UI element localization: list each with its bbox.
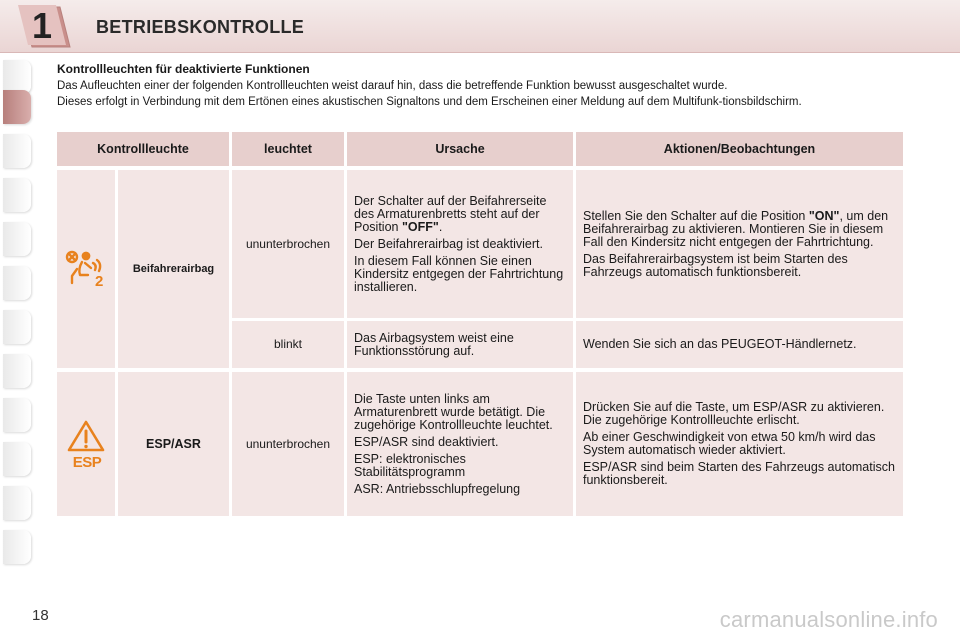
airbag-indicator-name: Beifahrerairbag <box>118 170 229 368</box>
section-title: Kontrollleuchten für deaktivierte Funktionen <box>57 62 310 76</box>
chapter-tab[interactable] <box>3 134 31 168</box>
chapter-tab[interactable] <box>3 442 31 476</box>
airbag-action-steady <box>576 170 903 318</box>
action-text: Ab einer Geschwindigkeit von etwa 50 km/h wird das System automatisch wieder aktiviert. <box>583 430 876 457</box>
watermark: carmanualsonline.info <box>719 607 938 632</box>
esp-action <box>576 372 903 516</box>
chapter-tab[interactable] <box>3 354 31 388</box>
chapter-tab[interactable] <box>3 310 31 344</box>
chapter-tab[interactable] <box>3 222 31 256</box>
chapter-tabs <box>0 60 34 580</box>
chapter-tab[interactable] <box>3 398 31 432</box>
on-position-label: "ON" <box>808 208 840 223</box>
cause-text: In diesem Fall können Sie einen Kindersitz entgegen der Fahrtrichtung installieren. <box>354 253 564 294</box>
airbag-cause-steady <box>347 170 573 318</box>
esp-icon-cell <box>57 372 115 516</box>
col-header-state: leuchtet <box>232 132 344 166</box>
page-number: 18 <box>32 607 49 624</box>
chapter-tab[interactable] <box>3 266 31 300</box>
intro-paragraph: Dieses erfolgt in Verbindung mit dem Ertönen eines akustischen Signaltons und dem Erscheinen einer Meldung auf dem Multifunk-tionsbildschirm. <box>57 96 802 108</box>
col-header-indicator: Kontrollleuchte <box>57 132 229 166</box>
col-header-cause: Ursache <box>347 132 573 166</box>
action-text: Das Beifahrerairbagsystem ist beim Starten des Fahrzeugs automatisch funktionsbereit. <box>583 251 848 279</box>
chapter-number: 1 <box>31 5 53 46</box>
airbag-action-flashing: Wenden Sie sich an das PEUGEOT-Händlernetz. <box>576 321 903 368</box>
action-text-part: , um den Beifahrerairbag zu aktivieren. Montieren Sie in diesem Fall den Kindersitz nicht entgegen der Fahrtrichtung. <box>583 208 889 249</box>
passenger-airbag-off-icon <box>64 249 108 289</box>
chapter-tab-active[interactable] <box>3 90 31 124</box>
esp-indicator-name: ESP/ASR <box>118 372 229 516</box>
action-text: ESP/ASR sind beim Starten des Fahrzeugs automatisch funktionsbereit. <box>583 460 895 487</box>
action-text-part: Stellen Sie den Schalter auf die Position <box>583 208 809 223</box>
action-text <box>583 210 897 249</box>
esp-icon-label: ESP <box>72 454 102 471</box>
chapter-tab[interactable] <box>3 530 31 564</box>
cause-text: ESP: elektronisches Stabilitätsprogramm <box>354 451 466 479</box>
airbag-state-steady: ununterbrochen <box>232 170 344 318</box>
off-position-label: "OFF" <box>401 219 439 234</box>
col-header-actions: Aktionen/Beobachtungen <box>576 132 903 166</box>
cause-text: Der Beifahrerairbag ist deaktiviert. <box>354 236 543 251</box>
airbag-state-flashing: blinkt <box>232 321 344 368</box>
cause-text: Die Taste unten links am Armaturenbrett wurde betätigt. Die zugehörige Kontrollleuchte leuchtet. <box>354 391 553 432</box>
esp-state-steady: ununterbrochen <box>232 372 344 516</box>
airbag-cause-flashing: Das Airbagsystem weist eine Funktionsstörung auf. <box>347 321 573 368</box>
cause-text-part: . <box>438 219 443 234</box>
cause-text: ESP/ASR sind deaktiviert. <box>354 434 499 449</box>
intro-paragraph: Das Aufleuchten einer der folgenden Kontrollleuchten weist darauf hin, dass die betreffende Funktion bewusst ausgeschaltet wurde. <box>57 80 728 92</box>
airbag-icon-cell <box>57 170 115 368</box>
cause-text-part: Der Schalter auf der Beifahrerseite des Armaturenbretts steht auf der Position <box>354 193 547 234</box>
svg-text:2: 2 <box>95 273 104 289</box>
chapter-tab[interactable] <box>3 178 31 212</box>
esp-cause <box>347 372 573 516</box>
cause-text <box>354 195 567 234</box>
chapter-tab[interactable] <box>3 60 31 94</box>
action-text: Drücken Sie auf die Taste, um ESP/ASR zu aktivieren. Die zugehörige Kontrollleuchte erlischt. <box>583 400 885 427</box>
cause-text: ASR: Antriebsschlupfregelung <box>354 481 521 496</box>
page-title: BETRIEBSKONTROLLE <box>96 17 305 37</box>
page-header <box>0 0 960 53</box>
chapter-tab[interactable] <box>3 486 31 520</box>
